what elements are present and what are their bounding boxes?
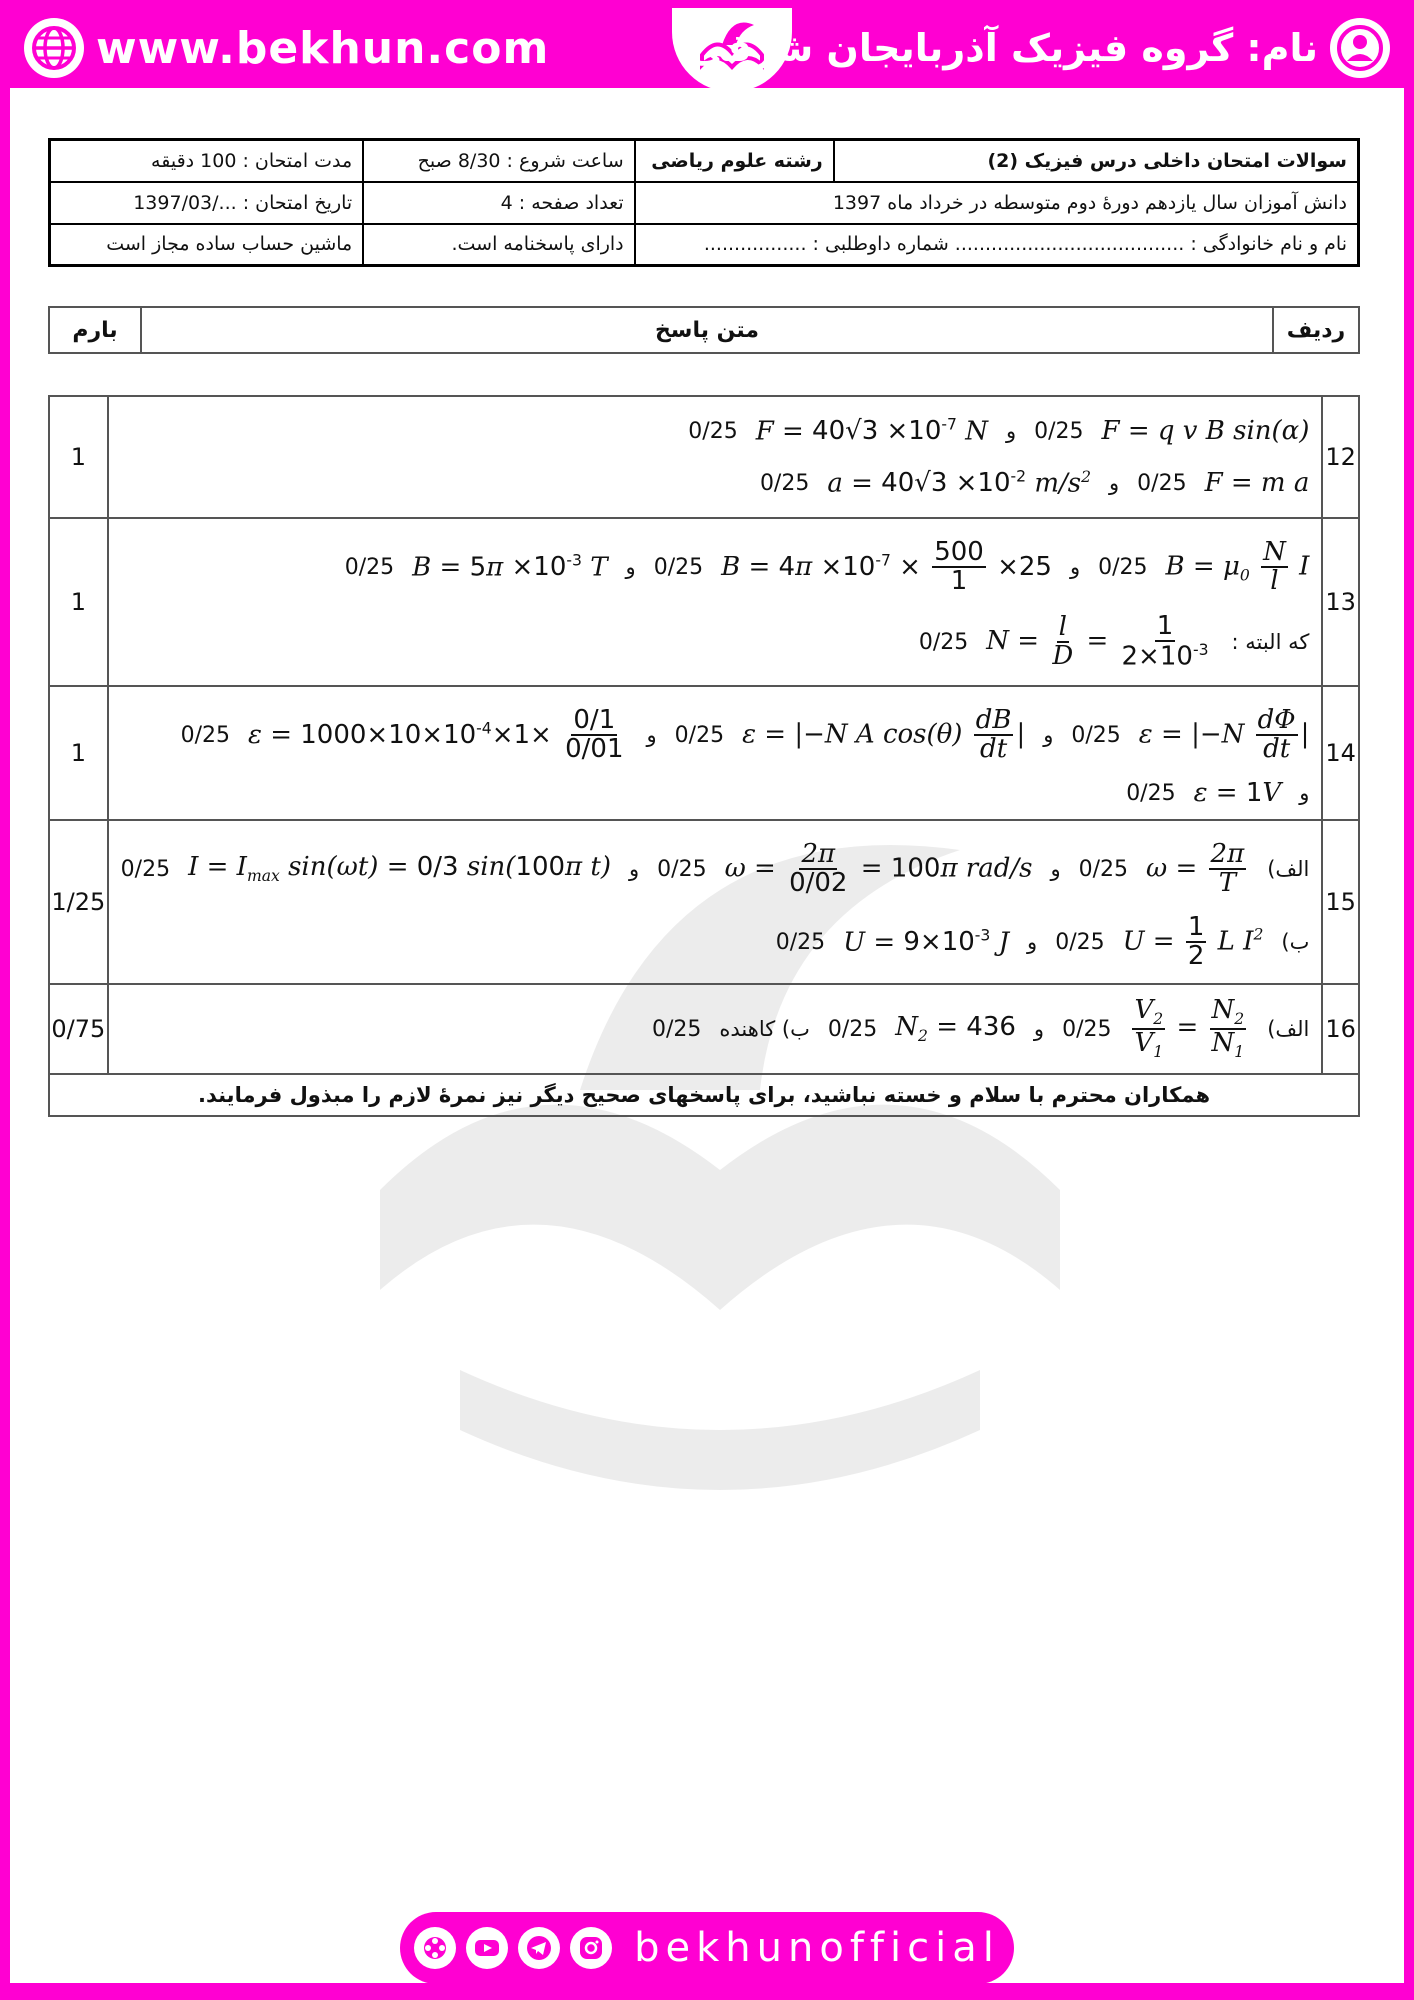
col-row: ردیف — [1273, 307, 1359, 353]
answers-header — [48, 306, 1360, 354]
candidate-fields: نام و نام خانوادگی : ...................................... شماره داوطلبی : ................. — [635, 224, 1359, 266]
site-url[interactable]: www.bekhun.com — [96, 22, 550, 74]
col-answer: متن پاسخ — [141, 307, 1273, 353]
table-footer — [49, 1074, 1359, 1116]
exam-date: تاریخ امتحان : .../1397/03 — [50, 182, 364, 224]
page-count: تعداد صفحه : 4 — [363, 182, 634, 224]
header-bar — [10, 8, 1404, 88]
start-time: ساعت شروع : 8/30 صبح — [363, 140, 634, 182]
footer-note: همکاران محترم با سلام و خسته نباشید، برای پاسخهای صحیح دیگر نیز نمرهٔ لازم را مبذول فرمایند. — [49, 1074, 1359, 1116]
table-row — [49, 686, 1359, 820]
answers-table — [48, 395, 1360, 1117]
social-bar — [400, 1912, 1014, 1984]
answer-cell: الف) ω = $\frac{2\pi}{T}$ 0/25 و ω = $\frac{2\pi}{0/02}$ = 100π rad/s 0/25 و $I = I_{max}$ sin(ωt) = 0/3 sin(100π t) 0/25 ب) U = $\frac{1}{2}$ L $I^2$ 0/25 و $U = 9\times 10^{-3}$ J 0/25 — [108, 820, 1323, 984]
row-number: 15 — [1322, 820, 1359, 984]
calculator-note: ماشین حساب ساده مجاز است — [50, 224, 364, 266]
site-link[interactable] — [24, 18, 549, 78]
col-score: بارم — [49, 307, 141, 353]
answer-cell: F = q v B sin(α) 0/25 و $F = 40√3 \times 10^{-7}$ N 0/25 F = m a 0/25 و $a = 40√3 \times 10^{-2}$ $m/s^2$ 0/25 — [108, 396, 1323, 518]
table-row — [49, 820, 1359, 984]
social-handle[interactable]: bekhunofficial — [634, 1925, 1000, 1971]
answer-cell: ε = |−N $\frac{d\Phi}{dt}$ | 0/25 و ε = |−N A cos(θ) $\frac{dB}{dt}$ | 0/25 و $\varepsilon = 1000\times 10\times 10^{-4}\times 1\times$ $\frac{0/1}{0/01}$ 0/25 و ε = 1V 0/25 — [108, 686, 1323, 820]
group-title: نام: گروه فیزیک آذربایجان شرقی — [688, 26, 1318, 70]
row-number: 13 — [1322, 518, 1359, 686]
row-score: 1 — [49, 396, 108, 518]
youtube-icon[interactable] — [466, 1927, 508, 1969]
globe-icon — [24, 18, 84, 78]
table-row — [49, 984, 1359, 1074]
answer-cell: $B = \mu_0$ $\frac{N}{l}$ I 0/25 و $B = 4\pi \times 10^{-7}$ × $\frac{500}{1}$ ×25 0/25 و $B = 5\pi \times 10^{-3}$ T 0/25 که البته : N = $\frac{l}{D}$ = $\frac{1}{2\times 10^{-3}}$ 0/25 — [108, 518, 1323, 686]
row-number: 14 — [1322, 686, 1359, 820]
row-number: 16 — [1322, 984, 1359, 1074]
instagram-icon[interactable] — [570, 1927, 612, 1969]
group-name — [689, 18, 1390, 78]
aparat-icon[interactable] — [414, 1927, 456, 1969]
answer-cell: الف) $\frac{V_2}{V_1}$ = $\frac{N_2}{N_1}$ 0/25 و $N_2 = 436$ 0/25 ب) کاهنده 0/25 — [108, 984, 1323, 1074]
row-score: 1/25 — [49, 820, 108, 984]
user-icon — [1330, 18, 1390, 78]
row-score: 0/75 — [49, 984, 108, 1074]
course-title: سوالات امتحان داخلی درس فیزیک (2) — [834, 140, 1359, 182]
field-of-study: رشته علوم ریاضی — [635, 140, 834, 182]
answer-sheet-note: دارای پاسخنامه است. — [363, 224, 634, 266]
exam-info-table — [48, 138, 1360, 267]
row-score: 1 — [49, 686, 108, 820]
exam-duration: مدت امتحان : 100 دقیقه — [50, 140, 364, 182]
student-level: دانش آموزان سال یازدهم دورهٔ دوم متوسطه در خرداد ماه 1397 — [635, 182, 1359, 224]
table-row — [49, 396, 1359, 518]
row-number: 12 — [1322, 396, 1359, 518]
telegram-icon[interactable] — [518, 1927, 560, 1969]
row-score: 1 — [49, 518, 108, 686]
table-row — [49, 518, 1359, 686]
